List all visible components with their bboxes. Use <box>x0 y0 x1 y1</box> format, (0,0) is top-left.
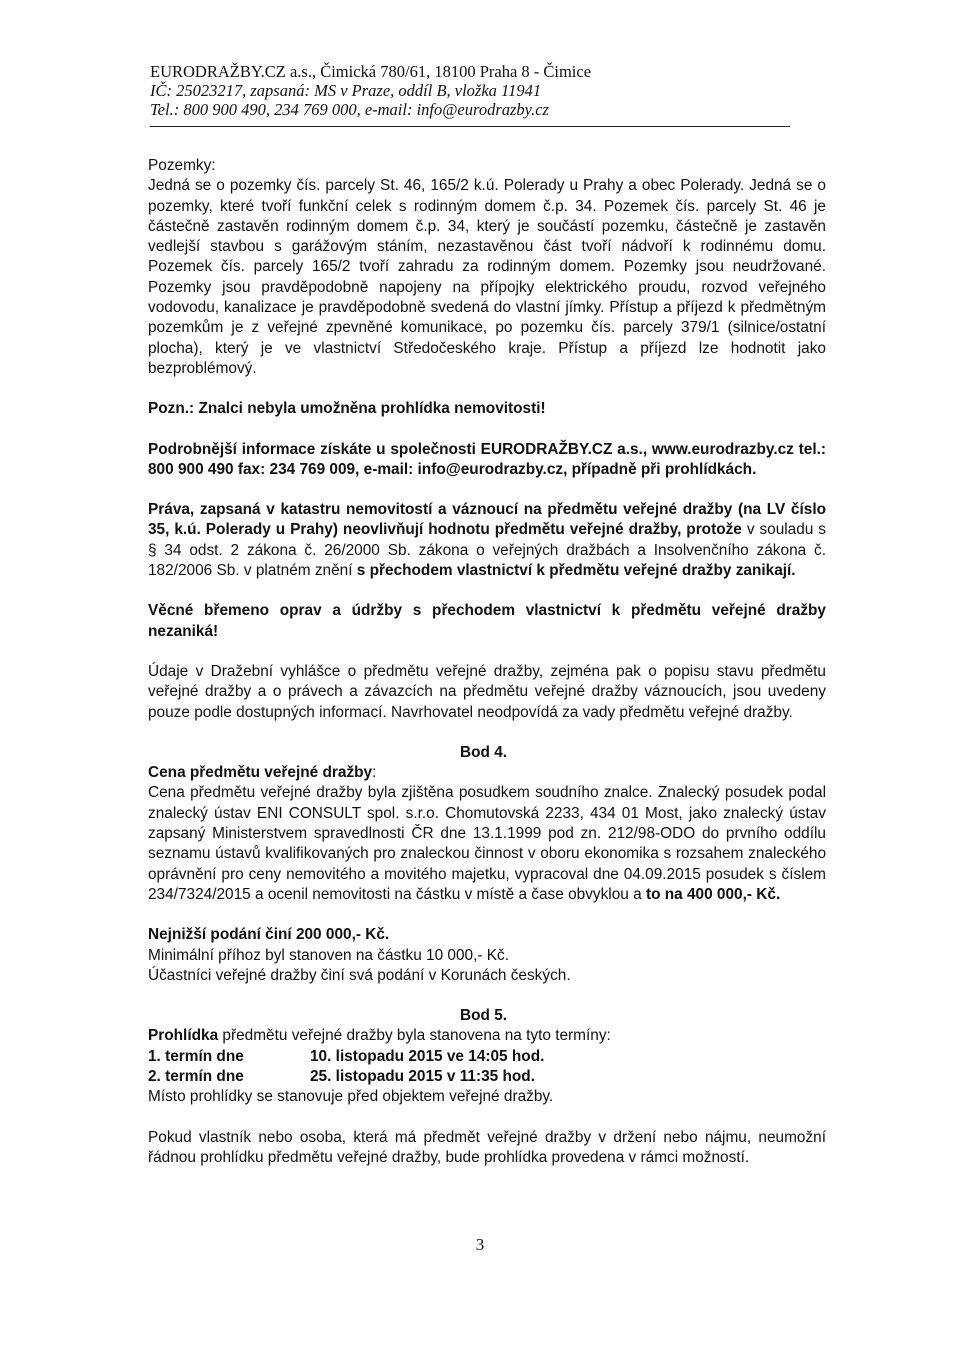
bod4-text-body: Cena předmětu veřejné dražby byla zjištěna posudkem soudního znalce. Znalecký posudek podal znalecký ústav ENI CONSULT spol. s.r.o. Chomutovská 2233, 434 01 Most, jako znalecký ústav zapsaný Ministerstvem spravedlnosti ČR dne 13.1.1999 pod zn. 212/98-ODO do prvního oddílu seznamu ústavů kvalifikovaných pro znaleckou činnost v oboru ekonomika s rozsahem znaleckého oprávnění pro ceny nemovitého a movitého majetku, vypracoval dne 04.09.2015 posudek s číslem 234/7324/2015 a ocenil nemovitosti na částku v místě a čase obvyklou a <box>148 784 826 903</box>
pozemky-heading: Pozemky: <box>148 157 216 174</box>
prava-paragraph <box>148 500 826 581</box>
letterhead-contact: Tel.: 800 900 490, 234 769 000, e-mail: info@eurodrazby.cz <box>150 100 549 119</box>
prava-bold-1: Práva, zapsaná v katastru nemovitostí a váznoucí na předmětu veřejné dražby (na LV číslo 35, k.ú. Polerady u Prahy) neovlivňují hodnotu předmětu veřejné dražby, protože <box>148 501 826 539</box>
pozemky-text: Jedná se o pozemky čís. parcely St. 46, 165/2 k.ú. Polerady u Prahy a obec Polerady. Jedná se o pozemky, které tvoří funkční celek s rodinným domem č.p. 34. Pozemek čís. parcely St. 46 je částečně zastavěn rodinným domem č.p. 34, který je součástí pozemku, částečně je zastavěn vedlejší stavbou s garážovým stáním, nezastavěnou část tvoří nádvoří k rodinnému domu. Pozemek čís. parcely 165/2 tvoří zahradu za rodinným domem. Pozemky jsou neudržované. Pozemky jsou pravděpodobně napojeny na přípojky elektrického proudu, rozvod veřejného vodovodu, kanalizace je pravděpodobně svedená do vlastní jímky. Přístup a příjezd k předmětným pozemkům je z veřejné zpevněné komunikace, po pozemku čís. parcely 379/1 (silnice/ostatní plocha), který je ve vlastnictví Středočeského kraje. Přístup a příjezd lze hodnotit jako bezproblémový. <box>148 177 826 377</box>
document-body <box>148 156 826 1168</box>
bod5-intro-bold: Prohlídka <box>148 1027 219 1045</box>
bod4-price: to na 400 000,- Kč. <box>645 885 781 903</box>
closing-paragraph: Pokud vlastník nebo osoba, která má předmět veřejné dražby v držení nebo nájmu, neumožní řádnou prohlídku předmětu veřejné dražby, bude prohlídka provedena v rámci možností. <box>148 1128 826 1166</box>
inspection-term-1 <box>148 1047 826 1067</box>
letterhead <box>150 62 790 119</box>
term-label: 2. termín dne <box>148 1067 244 1085</box>
term-value: 10. listopadu 2015 ve 14:05 hod. <box>310 1047 545 1065</box>
bod4-heading-colon: : <box>372 764 377 782</box>
lowest-bid: Nejnižší podání činí 200 000,- Kč. <box>148 926 390 944</box>
bod4-text <box>148 783 826 905</box>
inspection-place: Místo prohlídky se stanovuje před objektem veřejné dražby. <box>148 1088 554 1106</box>
min-increment: Minimální příhoz byl stanoven na částku 10 000,- Kč. <box>148 946 510 964</box>
prava-normal: v souladu s § 34 odst. 2 zákona č. 26/2000 Sb. zákona o veřejných dražbách a Insolvenčního zákona č. 182/2006 Sb. v platném znění <box>148 521 826 580</box>
letterhead-company: EURODRAŽBY.CZ a.s., Čimická 780/61, 18100 Praha 8 - Čimice <box>150 62 592 81</box>
bod4-heading-line <box>148 763 826 783</box>
inspection-term-2 <box>148 1067 826 1087</box>
easement-paragraph: Věcné břemeno oprav a údržby s přechodem vlastnictví k předmětu veřejné dražby nezaniká! <box>148 602 826 640</box>
bod5-intro <box>148 1026 826 1046</box>
disclaimer-paragraph: Údaje v Dražební vyhlášce o předmětu veřejné dražby, zejména pak o popisu stavu předmětu veřejné dražby a o právech a závazcích na předmětu veřejné dražby váznoucích, jsou uvedeny pouze podle dostupných informací. Navrhovatel neodpovídá za vady předmětu veřejné dražby. <box>148 662 826 721</box>
bod4-title: Bod 4. <box>460 743 508 761</box>
term-label: 1. termín dne <box>148 1047 244 1065</box>
letterhead-registration: IČ: 25023217, zapsaná: MS v Praze, oddíl B, vložka 11941 <box>150 81 542 100</box>
inspection-note: Pozn.: Znalci nebyla umožněna prohlídka nemovitosti! <box>148 400 546 418</box>
header-rule <box>150 126 790 127</box>
bod4-heading: Cena předmětu veřejné dražby <box>148 764 373 782</box>
info-paragraph: Podrobnější informace získáte u společnosti EURODRAŽBY.CZ a.s., www.eurodrazby.cz tel.: 800 900 490 fax: 234 769 009, e-mail: info@eurodrazby.cz, případně při prohlídkách. <box>148 440 826 478</box>
bod5-intro-rest: předmětu veřejné dražby byla stanovena na tyto termíny: <box>218 1027 611 1045</box>
currency-note: Účastníci veřejné dražby činí svá podání v Korunách českých. <box>148 966 571 984</box>
term-value: 25. listopadu 2015 v 11:35 hod. <box>310 1067 535 1085</box>
page-number: 3 <box>475 1235 485 1254</box>
prava-bold-2: s přechodem vlastnictví k předmětu veřejné dražby zanikají. <box>356 562 796 580</box>
bod5-title: Bod 5. <box>460 1007 508 1025</box>
